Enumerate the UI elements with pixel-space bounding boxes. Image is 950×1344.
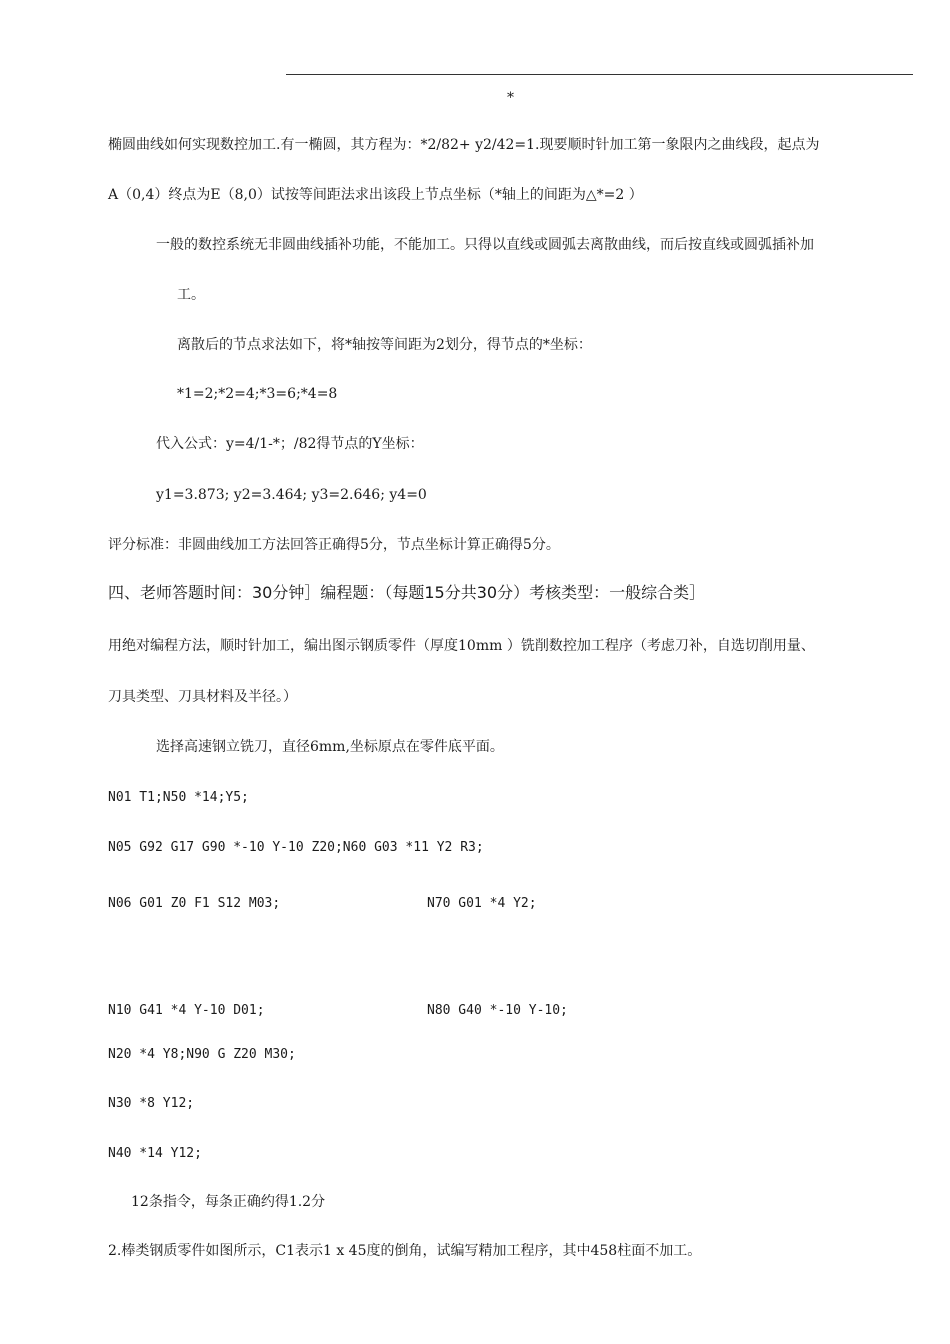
header-rule <box>286 74 913 75</box>
answer-para-2: 离散后的节点求法如下，将*轴按等间距为2划分，得节点的*坐标： <box>177 337 592 353</box>
answer-para-4: 代入公式：y=4/1-*；/82得节点的Y坐标： <box>156 436 424 452</box>
program-line: N20 *4 Y8;N90 G Z20 M30; <box>108 1047 296 1062</box>
answer-para-1b: 工。 <box>177 287 205 303</box>
scoring-criteria: 评分标准：非圆曲线加工方法回答正确得5分，节点坐标计算正确得5分。 <box>108 537 560 553</box>
question-2: 2.棒类钢质零件如图所示，C1表示1 x 45度的倒角，试编写精加工程序，其中458柱面不加工。 <box>108 1243 702 1259</box>
problem-line-2: A（0,4）终点为E（8,0）试按等间距法求出该段上节点坐标（*轴上的间距为△*=2 ） <box>108 187 643 203</box>
section-4-title: 四、老师答题时间：30分钟］编程题：（每题15分共30分）考核类型：一般综合类］ <box>108 583 706 602</box>
program-line: N40 *14 Y12; <box>108 1146 202 1161</box>
header-marker: * <box>507 90 514 106</box>
node-y-values: y1=3.873; y2=3.464; y3=2.646; y4=0 <box>156 487 427 503</box>
program-line: N80 G40 *-10 Y-10; <box>427 1003 568 1018</box>
program-line: N05 G92 G17 G90 *-10 Y-10 Z20;N60 G03 *11 Y2 R3; <box>108 840 484 855</box>
question-1-line-a: 用绝对编程方法，顺时针加工，编出图示钢质零件（厚度10mm ）铣削数控加工程序（考虑刀补，自选切削用量、 <box>108 638 815 654</box>
question-1-line-b: 刀具类型、刀具材料及半径。） <box>108 689 297 705</box>
program-line: N01 T1;N50 *14;Y5; <box>108 790 249 805</box>
program-line: N70 G01 *4 Y2; <box>427 896 537 911</box>
answer-para-1a: 一般的数控系统无非圆曲线插补功能，不能加工。只得以直线或圆弧去离散曲线，而后按直线或圆弧插补加 <box>156 237 814 253</box>
instruction-count-note: 12条指令，每条正确约得1.2分 <box>131 1194 326 1210</box>
node-x-values: *1=2;*2=4;*3=6;*4=8 <box>177 386 338 402</box>
program-line: N06 G01 Z0 F1 S12 M03; <box>108 896 281 911</box>
problem-line-1: 椭圆曲线如何实现数控加工.有一椭圆，其方程为：*2/82+ y2/42=1.现要顺时针加工第一象限内之曲线段，起点为 <box>108 137 820 153</box>
program-line: N30 *8 Y12; <box>108 1096 195 1111</box>
program-line: N10 G41 *4 Y-10 D01; <box>108 1003 265 1018</box>
tool-selection: 选择高速钢立铣刀，直径6mm,坐标原点在零件底平面。 <box>156 739 504 755</box>
